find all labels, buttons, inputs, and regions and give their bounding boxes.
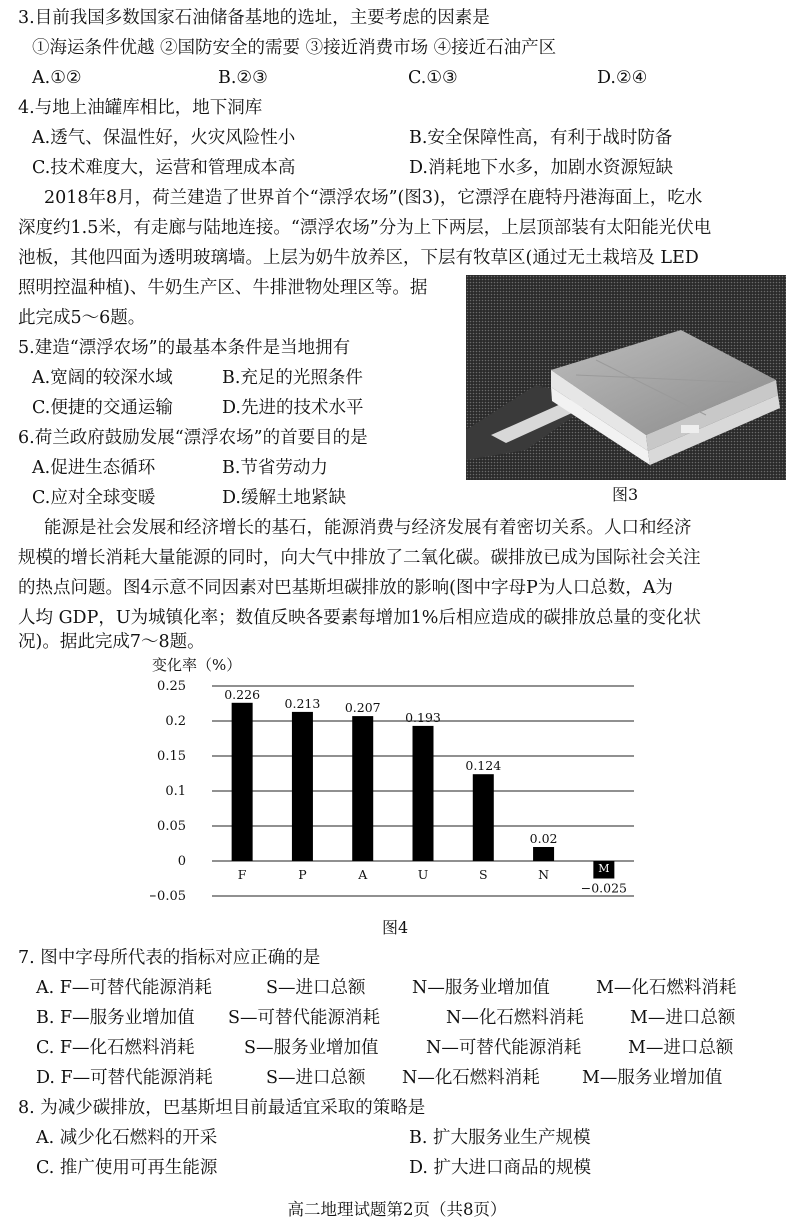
- chart-bar-F: [232, 703, 253, 861]
- passage1-line3: 池板，其他四面为透明玻璃墙。上层为奶牛放养区，下层有牧草区(通过无土栽培及 LED: [18, 248, 699, 268]
- q3-option-b: B.②③: [218, 68, 268, 88]
- q7-option-a: [0, 976, 794, 1000]
- q5-option-d: D.先进的技术水平: [222, 398, 364, 418]
- q7-d-n: N—化石燃料消耗: [402, 1068, 540, 1088]
- chart-data-label-M: −0.025: [580, 880, 627, 896]
- chart-category-U: U: [417, 867, 429, 882]
- chart-bar-S: [473, 774, 494, 861]
- q7-c-n: N—可替代能源消耗: [426, 1038, 582, 1058]
- q6-option-b: B.节省劳动力: [222, 458, 328, 478]
- q6-option-d: D.缓解土地紧缺: [222, 488, 346, 508]
- passage1-line2: 深度约1.5米，有走廊与陆地连接。“漂浮农场”分为上下两层，上层顶部装有太阳能光伏电: [18, 218, 712, 238]
- floating-farm-illustration: [466, 275, 786, 480]
- q3-option-c: C.①③: [408, 68, 458, 88]
- chart-ytick-label: 0.05: [157, 819, 186, 834]
- passage2-line1: 能源是社会发展和经济增长的基石，能源消费与经济发展有着密切关系。人口和经济: [44, 518, 692, 538]
- q4-stem: 4.与地上油罐库相比，地下洞库: [18, 98, 263, 118]
- chart-bar-N: [533, 847, 554, 861]
- q5-stem: 5.建造“漂浮农场”的最基本条件是当地拥有: [18, 338, 351, 358]
- q7-b-s: S—可替代能源消耗: [228, 1008, 380, 1028]
- q3-options: [0, 66, 794, 90]
- q7-stem: 7. 图中字母所代表的指标对应正确的是: [18, 948, 321, 968]
- passage2-line2: 规模的增长消耗大量能源的同时，向大气中排放了二氧化碳。碳排放已成为国际社会关注: [18, 548, 701, 568]
- q3-factors: ①海运条件优越 ②国防安全的需要 ③接近消费市场 ④接近石油产区: [32, 38, 557, 58]
- q7-a-m: M—化石燃料消耗: [596, 978, 737, 998]
- q6-options-row1: [0, 456, 460, 480]
- q7-option-b: [0, 1006, 794, 1030]
- chart-ytick-label: 0.2: [165, 714, 186, 729]
- q8-options-row1: [0, 1126, 794, 1150]
- passage2-line4: 人均 GDP，U为城镇化率；数值反映各要素每增加1%后相应造成的碳排放总量的变化状: [18, 608, 701, 628]
- q7-c-f: C. F—化石燃料消耗: [36, 1038, 195, 1058]
- q7-a-f: A. F—可替代能源消耗: [36, 978, 212, 998]
- chart-data-label-S: 0.124: [465, 758, 502, 774]
- chart-category-M: M: [598, 862, 610, 875]
- passage1-line4: 照明控温种植)、牛奶生产区、牛排泄物处理区等。据: [18, 278, 428, 298]
- q4-options-row2: [0, 156, 794, 180]
- q7-c-s: S—服务业增加值: [244, 1038, 379, 1058]
- q8-option-c: C. 推广使用可再生能源: [36, 1158, 218, 1178]
- chart-category-P: P: [298, 867, 307, 882]
- q7-b-n: N—化石燃料消耗: [446, 1008, 584, 1028]
- q5-options-row2: [0, 396, 460, 420]
- q7-c-m: M—进口总额: [628, 1038, 734, 1058]
- q6-options-row2: [0, 486, 460, 510]
- q7-d-m: M—服务业增加值: [582, 1068, 723, 1088]
- floating-farm-photo: [466, 275, 786, 480]
- q4-option-c: C.技术难度大，运营和管理成本高: [32, 158, 296, 178]
- q5-option-c: C.便捷的交通运输: [32, 398, 173, 418]
- chart-ytick-label: 0: [177, 854, 186, 869]
- q4-options-row1: [0, 126, 794, 150]
- q3-option-d: D.②④: [597, 68, 648, 88]
- chart-ytick-label: 0.15: [157, 749, 186, 764]
- q8-stem: 8. 为减少碳排放，巴基斯坦目前最适宜采取的策略是: [18, 1098, 426, 1118]
- q7-option-c: [0, 1036, 794, 1060]
- chart-data-label-F: 0.226: [224, 686, 261, 702]
- q4-option-a: A.透气、保温性好，火灾风险性小: [32, 128, 296, 148]
- chart-category-N: N: [538, 867, 550, 882]
- figure4-chart: [150, 652, 650, 914]
- q3-option-a: A.①②: [32, 68, 82, 88]
- chart-bar-A: [352, 716, 373, 861]
- q5-option-b: B.充足的光照条件: [222, 368, 363, 388]
- passage2-line3: 的热点问题。图4示意不同因素对巴基斯坦碳排放的影响(图中字母P为人口总数，A为: [18, 578, 673, 598]
- q8-options-row2: [0, 1156, 794, 1180]
- q5-option-a: A.宽阔的较深水域: [32, 368, 173, 388]
- q7-b-f: B. F—服务业增加值: [36, 1008, 195, 1028]
- passage1-line1: 2018年8月，荷兰建造了世界首个“漂浮农场”(图3)，它漂浮在鹿特丹港海面上，吃水: [44, 188, 703, 208]
- q4-option-d: D.消耗地下水多，加剧水资源短缺: [409, 158, 673, 178]
- chart-data-label-U: 0.193: [405, 709, 441, 725]
- q5-options-row1: [0, 366, 460, 390]
- chart-category-F: F: [237, 867, 247, 882]
- passage1-line5: 此完成5～6题。: [18, 308, 146, 328]
- q4-option-b: B.安全保障性高，有利于战时防备: [409, 128, 673, 148]
- q8-option-a: A. 减少化石燃料的开采: [36, 1128, 218, 1148]
- q7-d-f: D. F—可替代能源消耗: [36, 1068, 213, 1088]
- q7-d-s: S—进口总额: [266, 1068, 366, 1088]
- chart-bar-P: [292, 712, 313, 861]
- figure4-bar-chart: [150, 652, 650, 914]
- chart-ytick-label: 0.25: [157, 679, 186, 694]
- q7-a-n: N—服务业增加值: [412, 978, 550, 998]
- chart-ylabel: 变化率（%）: [152, 656, 242, 674]
- q3-stem: 3.目前我国多数国家石油储备基地的选址，主要考虑的因素是: [18, 8, 490, 28]
- q6-stem: 6.荷兰政府鼓励发展“漂浮农场”的首要目的是: [18, 428, 368, 448]
- q6-option-c: C.应对全球变暖: [32, 488, 156, 508]
- q7-b-m: M—进口总额: [630, 1008, 736, 1028]
- chart-ytick-label: 0.1: [165, 784, 186, 799]
- chart-bar-U: [413, 726, 434, 861]
- page-footer: 高二地理试题第2页（共8页）: [287, 1200, 507, 1219]
- figure4-caption: 图4: [382, 918, 409, 937]
- chart-category-A: A: [358, 867, 368, 882]
- chart-data-label-N: 0.02: [529, 831, 558, 846]
- q8-option-b: B. 扩大服务业生产规模: [409, 1128, 591, 1148]
- chart-data-label-P: 0.213: [284, 695, 321, 711]
- passage2-line5: 况)。据此完成7～8题。: [18, 632, 205, 652]
- chart-ytick-label: −0.05: [150, 889, 186, 904]
- chart-category-S: S: [478, 867, 488, 882]
- q7-option-d: [0, 1066, 794, 1090]
- q7-a-s: S—进口总额: [266, 978, 366, 998]
- figure3-caption: 图3: [612, 485, 639, 504]
- chart-data-label-A: 0.207: [344, 700, 381, 716]
- q6-option-a: A.促进生态循环: [32, 458, 156, 478]
- q8-option-d: D. 扩大进口商品的规模: [409, 1158, 592, 1178]
